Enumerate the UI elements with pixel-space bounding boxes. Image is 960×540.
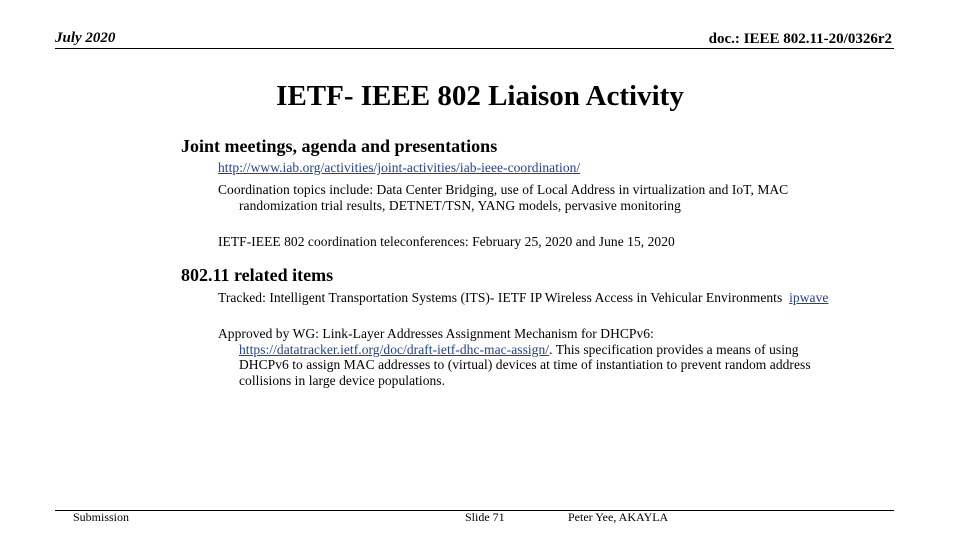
approved-suffix: . This specification provides a means of using DHCPv6 to assign MAC addresses to (virtual) devices at time of instantiation to prevent random address collisions in large device populations. (239, 341, 811, 388)
section-heading-joint-meetings: Joint meetings, agenda and presentations (181, 136, 498, 156)
approved-prefix: Approved by WG: Link-Layer Addresses Assignment Mechanism for DHCPv6: (218, 326, 654, 341)
dhc-mac-assign-link[interactable]: https://datatracker.ietf.org/doc/draft-ietf-dhc-mac-assign/ (239, 341, 550, 357)
footer-author: Peter Yee, AKAYLA (568, 510, 669, 524)
header-doc-id: doc.: IEEE 802.11-20/0326r2 (708, 31, 892, 47)
header-divider (55, 48, 894, 49)
footer-slide-number: Slide 71 (465, 510, 505, 524)
list-item-approved (218, 326, 839, 388)
slide-title: IETF- IEEE 802 Liaison Activity (276, 80, 684, 112)
header-date: July 2020 (55, 30, 116, 46)
list-item-coordination-topics: Coordination topics include: Data Center Bridging, use of Local Address in virtualization and IoT, MAC randomization trial results, DETNET/TSN, YANG models, pervasive monitoring (218, 182, 789, 213)
tracked-text: Tracked: Intelligent Transportation Systems (ITS)- IETF IP Wireless Access in Vehicular Environments (218, 290, 783, 305)
list-item-iab-link (218, 160, 839, 176)
list-item-teleconferences: IETF-IEEE 802 coordination teleconferences: February 25, 2020 and June 15, 2020 (218, 234, 675, 249)
section-heading-80211-items: 802.11 related items (181, 265, 334, 285)
list-item-tracked (218, 290, 839, 306)
ipwave-link[interactable]: ipwave (789, 290, 829, 305)
footer-submission: Submission (73, 510, 130, 524)
iab-coordination-link[interactable]: http://www.iab.org/activities/joint-activities/iab-ieee-coordination/ (218, 160, 581, 175)
